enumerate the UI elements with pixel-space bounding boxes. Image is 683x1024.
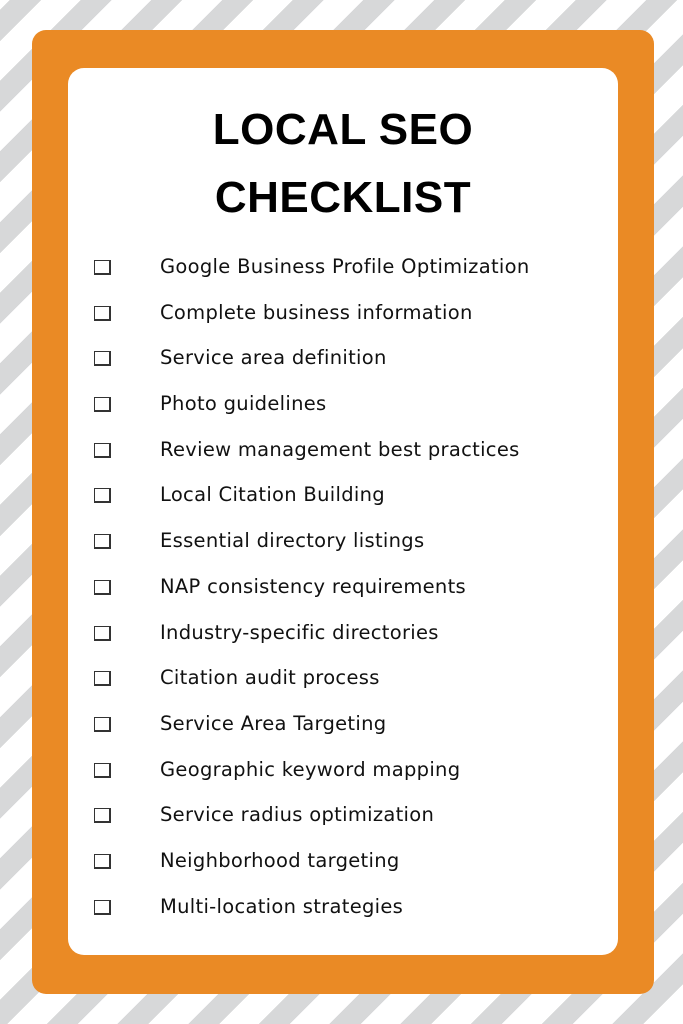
checklist-item-label: Neighborhood targeting <box>160 848 400 872</box>
checkbox-icon[interactable] <box>94 808 111 823</box>
checkbox-icon[interactable] <box>94 717 111 732</box>
checklist-item <box>68 796 618 842</box>
checkbox-icon[interactable] <box>94 580 111 595</box>
page-title <box>68 96 618 232</box>
title-line-1: LOCAL SEO <box>212 105 474 154</box>
checklist-item-label: Geographic keyword mapping <box>160 757 461 781</box>
checklist-item <box>68 568 618 614</box>
checkbox-icon[interactable] <box>94 306 111 321</box>
checklist-item <box>68 522 618 568</box>
checkbox-icon[interactable] <box>94 763 111 778</box>
checklist-item-label: Google Business Profile Optimization <box>160 255 530 278</box>
checklist-item-label: Photo guidelines <box>160 392 327 416</box>
checklist-item <box>68 614 618 660</box>
checklist-item-label: Local Citation Building <box>160 483 385 507</box>
checklist-item-label: Citation audit process <box>160 666 380 690</box>
checkbox-icon[interactable] <box>94 900 111 915</box>
checklist-item-label: NAP consistency requirements <box>160 574 466 598</box>
checkbox-icon[interactable] <box>94 626 111 641</box>
checklist-item-label: Review management best practices <box>160 437 520 461</box>
checklist-item <box>68 385 618 431</box>
checklist-item-label: Service Area Targeting <box>160 711 387 735</box>
checklist-card <box>68 68 618 955</box>
checklist-item <box>68 248 618 294</box>
checklist-item <box>68 294 618 340</box>
title-line-2: CHECKLIST <box>214 173 472 222</box>
checkbox-icon[interactable] <box>94 351 111 366</box>
checklist-item-label: Essential directory listings <box>160 529 425 553</box>
checklist-item <box>68 888 618 934</box>
checklist <box>68 248 618 933</box>
checklist-item-label: Service radius optimization <box>160 803 435 827</box>
checklist-item <box>68 431 618 477</box>
checkbox-icon[interactable] <box>94 443 111 458</box>
checkbox-icon[interactable] <box>94 260 111 275</box>
checklist-item <box>68 705 618 751</box>
checklist-item-label: Complete business information <box>160 300 473 324</box>
checklist-item <box>68 476 618 522</box>
checkbox-icon[interactable] <box>94 854 111 869</box>
checklist-item <box>68 339 618 385</box>
checkbox-icon[interactable] <box>94 488 111 503</box>
checklist-item-label: Service area definition <box>160 346 387 370</box>
checklist-item <box>68 751 618 797</box>
checklist-item-label: Multi-location strategies <box>160 894 404 918</box>
orange-frame <box>32 30 654 994</box>
checklist-item <box>68 842 618 888</box>
checklist-item <box>68 659 618 705</box>
checklist-item-label: Industry-specific directories <box>160 620 439 644</box>
checkbox-icon[interactable] <box>94 397 111 412</box>
checkbox-icon[interactable] <box>94 534 111 549</box>
checkbox-icon[interactable] <box>94 671 111 686</box>
